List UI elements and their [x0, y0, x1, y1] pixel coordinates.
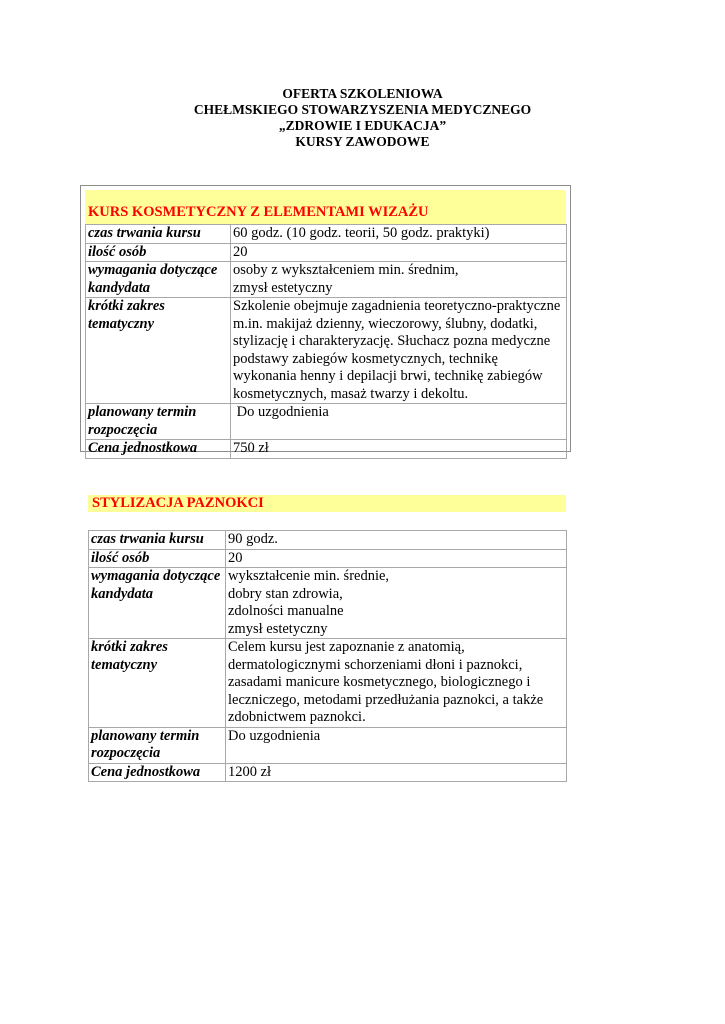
row-label: Cena jednostkowa [86, 440, 231, 459]
row-label: Cena jednostkowa [89, 763, 226, 782]
table-row [86, 404, 567, 440]
table-row [86, 262, 567, 298]
row-value: 1200 zł [226, 763, 567, 782]
table-row [86, 440, 567, 459]
row-value: 60 godz. (10 godz. teorii, 50 godz. praktyki) [231, 225, 567, 244]
row-label: wymagania dotyczące kandydata [89, 568, 226, 639]
row-label: planowany termin rozpoczęcia [86, 404, 231, 440]
row-label: krótki zakres tematyczny [89, 639, 226, 728]
row-value: 20 [226, 549, 567, 568]
row-value: 750 zł [231, 440, 567, 459]
table-row [89, 568, 567, 639]
header-line: KURSY ZAWODOWE [295, 134, 430, 149]
row-label: planowany termin rozpoczęcia [89, 727, 226, 763]
header-line: „ZDROWIE I EDUKACJA” [278, 118, 447, 133]
row-value: Do uzgodnienia [226, 727, 567, 763]
table-row [89, 727, 567, 763]
table-row [89, 639, 567, 728]
table-row [89, 549, 567, 568]
row-value: wykształcenie min. średnie, dobry stan zdrowia, zdolności manualne zmysł estetyczny [226, 568, 567, 639]
course-title-bar [85, 190, 566, 224]
course-title: KURS KOSMETYCZNY Z ELEMENTAMI WIZAŻU [88, 204, 429, 220]
table-row [86, 298, 567, 404]
row-value: Do uzgodnienia [231, 404, 567, 440]
row-label: krótki zakres tematyczny [86, 298, 231, 404]
row-value: Szkolenie obejmuje zagadnienia teoretyczno-praktyczne m.in. makijaż dzienny, wieczorowy, ślubny, dodatki, stylizację i charakteryzację. Słuchacz pozna medyczne podstawy zabiegów kosmetycznych, technikę wykonania henny i depilacji brwi, technikę zabiegów kosmetycznych, masaż twarzy i dekoltu. [231, 298, 567, 404]
course-title: STYLIZACJA PAZNOKCI [92, 495, 264, 511]
course-table-kosmetyczny [85, 224, 567, 459]
row-label: ilość osób [89, 549, 226, 568]
course-title-bar [88, 495, 566, 512]
row-value: 90 godz. [226, 531, 567, 550]
course-table-paznokcie [88, 530, 567, 782]
table-row [86, 225, 567, 244]
row-value: osoby z wykształceniem min. średnim, zmysł estetyczny [231, 262, 567, 298]
row-label: ilość osób [86, 243, 231, 262]
document-header [0, 86, 725, 150]
header-line: CHEŁMSKIEGO STOWARZYSZENIA MEDYCZNEGO [193, 102, 532, 117]
table-row [86, 243, 567, 262]
row-value: 20 [231, 243, 567, 262]
table-row [89, 763, 567, 782]
header-line: OFERTA SZKOLENIOWA [282, 86, 443, 101]
row-label: wymagania dotyczące kandydata [86, 262, 231, 298]
row-label: czas trwania kursu [86, 225, 231, 244]
row-value: Celem kursu jest zapoznanie z anatomią, dermatologicznymi schorzeniami dłoni i paznokci, zasadami manicure kosmetycznego, biologicznego i leczniczego, metodami przedłużania paznokci, a także zdobnictwem paznokci. [226, 639, 567, 728]
row-label: czas trwania kursu [89, 531, 226, 550]
table-row [89, 531, 567, 550]
